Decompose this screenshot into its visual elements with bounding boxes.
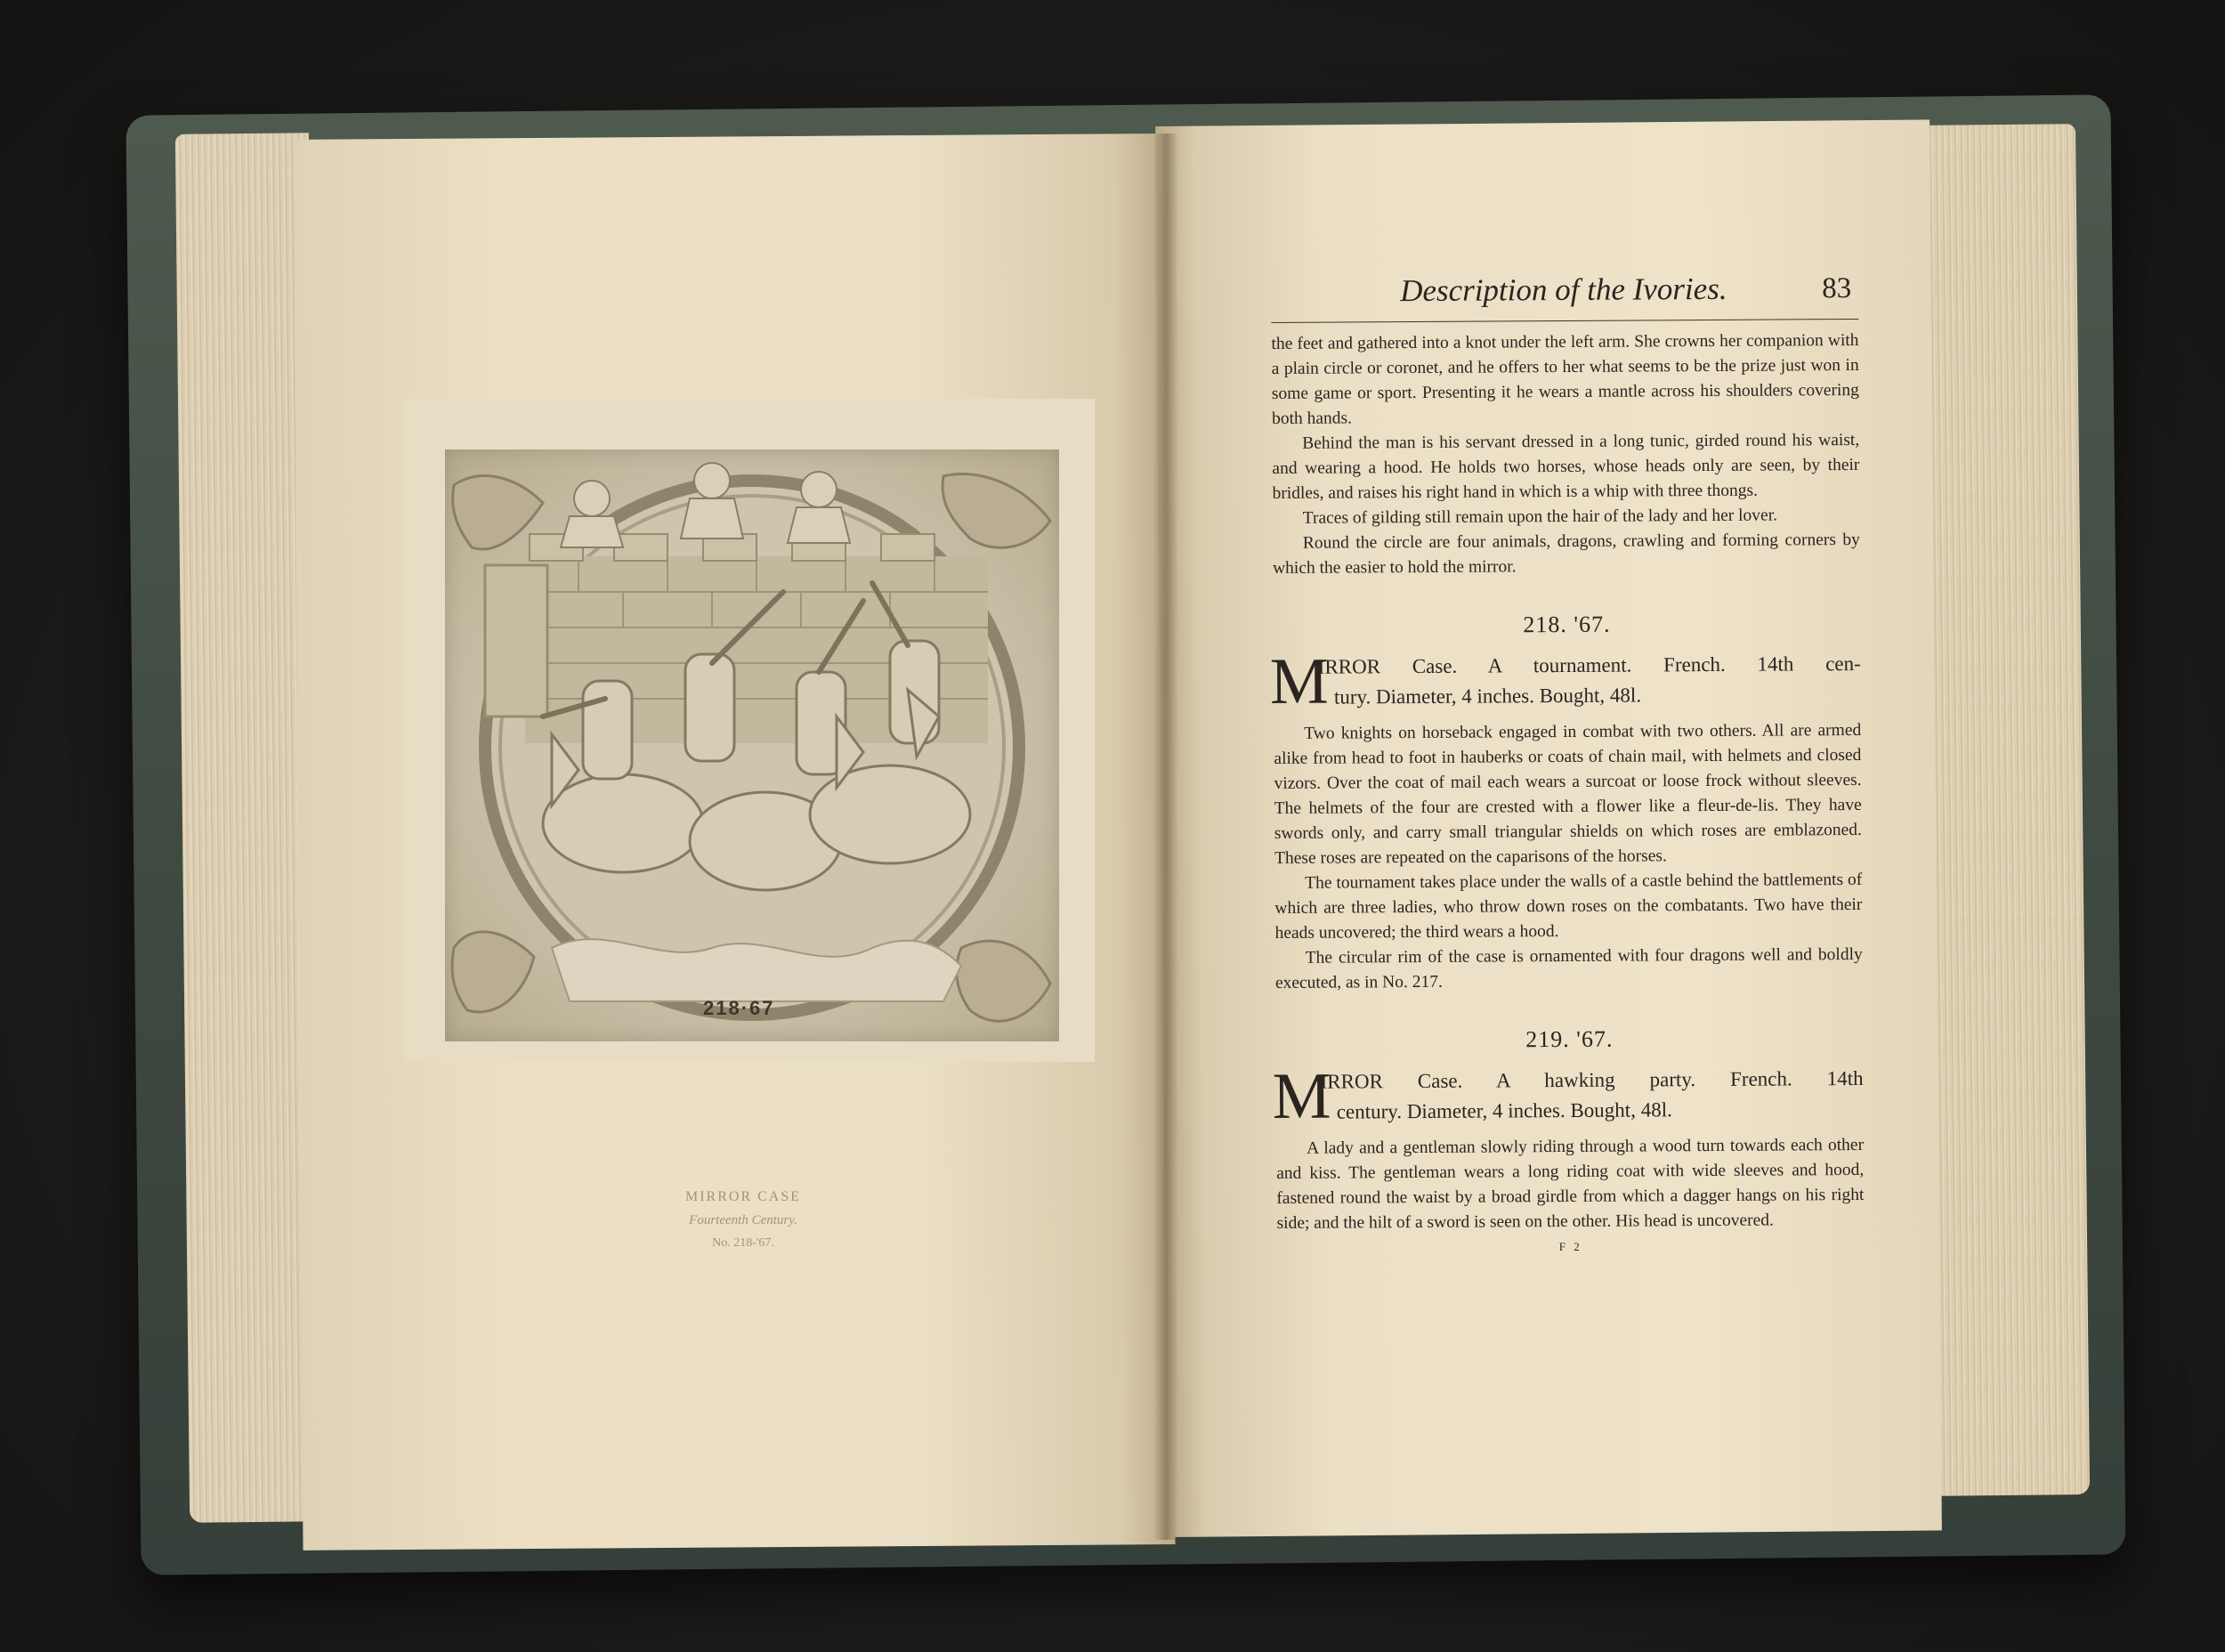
entry-number-219: 219. '67.: [1525, 1025, 1614, 1053]
paragraph: Two knights on horseback engaged in combat with two others. All are armed alike from head to foot in hauberks or coats of chain mail, with helmets and closed vizors. Over the coat of mail each wears a surcoat or loose frock without sleeves. The helmets of the four are crested with a flower like a fleur-de-lis. They have swords only, and carry small triangular shields on which roses are emblazoned. These roses are repeated on the caparisons of the horses.: [1274, 720, 1862, 868]
drop-cap: M: [1269, 644, 1329, 719]
running-title: Description of the Ivories.: [1400, 271, 1727, 309]
caption-title: MIRROR CASE: [684, 1189, 802, 1204]
object-number-label: 218·67: [703, 997, 775, 1019]
signature-mark: F 2: [1558, 1239, 1582, 1254]
caption-century: Fourteenth Century.: [689, 1213, 797, 1227]
paragraph: the feet and gathered into a knot under the left arm. She crowns her companion with a plain circle or coronet, and he offers to her what seems to be the prize just won in some game or sport. Presenting it he wears a mantle across his shoulders covering both hands.: [1271, 330, 1859, 428]
book-gutter: [1153, 134, 1178, 1540]
paragraph: Round the circle are four animals, dragons, crawling and forming corners by which the easier to hold the mirror.: [1273, 530, 1860, 578]
running-head: [1271, 263, 1858, 323]
entry-number-218: 218. '67.: [1523, 611, 1611, 638]
paragraph: A lady and a gentleman slowly riding through a wood turn towards each other and kiss. The gentleman wears a long riding coat with wide sleeves and hood, fastened round the waist by a broad girdle from which a dagger hangs on his right side; and the hilt of a sword is seen on the other. His head is uncovered.: [1276, 1135, 1865, 1233]
paragraph: The tournament takes place under the walls of a castle behind the battlements of which are three ladies, who throw down roses on the combatants. Two have their heads uncovered; the third wears a hood.: [1274, 870, 1863, 943]
page-edges-right: [1915, 124, 2090, 1496]
right-page-text: [1271, 263, 1865, 1256]
drop-cap: M: [1272, 1059, 1331, 1134]
entry-heading-219: [1272, 1059, 1864, 1134]
paragraph: The circular rim of the case is ornamented with four dragons well and boldly executed, as in No. 217.: [1274, 944, 1863, 992]
paragraph: Traces of gilding still remain upon the hair of the lady and her lover.: [1302, 506, 1778, 528]
paragraph: Behind the man is his servant dressed in a long tunic, girded round his waist, and wearing a hood. He holds two horses, whose heads only are seen, by their bridles, and raises his right hand in which is a whip with three thongs.: [1272, 430, 1860, 503]
caption-number: No. 218-'67.: [712, 1236, 774, 1250]
entry-heading-line: IRROR Case. A tournament. French. 14th cen-: [1317, 652, 1861, 678]
entry-heading-line: IRROR Case. A hawking party. French. 14th: [1320, 1066, 1864, 1093]
mirror-case-photograph: [445, 449, 1059, 1041]
photo-caption: [627, 1186, 859, 1255]
entry-heading-218: [1269, 644, 1861, 719]
entry-heading-line: century. Diameter, 4 inches. Bought, 48l.: [1336, 1098, 1672, 1123]
ivory-relief-illustration: [445, 449, 1059, 1041]
page-number: 83: [1822, 272, 1852, 305]
entry-heading-line: tury. Diameter, 4 inches. Bought, 48l.: [1333, 684, 1642, 709]
